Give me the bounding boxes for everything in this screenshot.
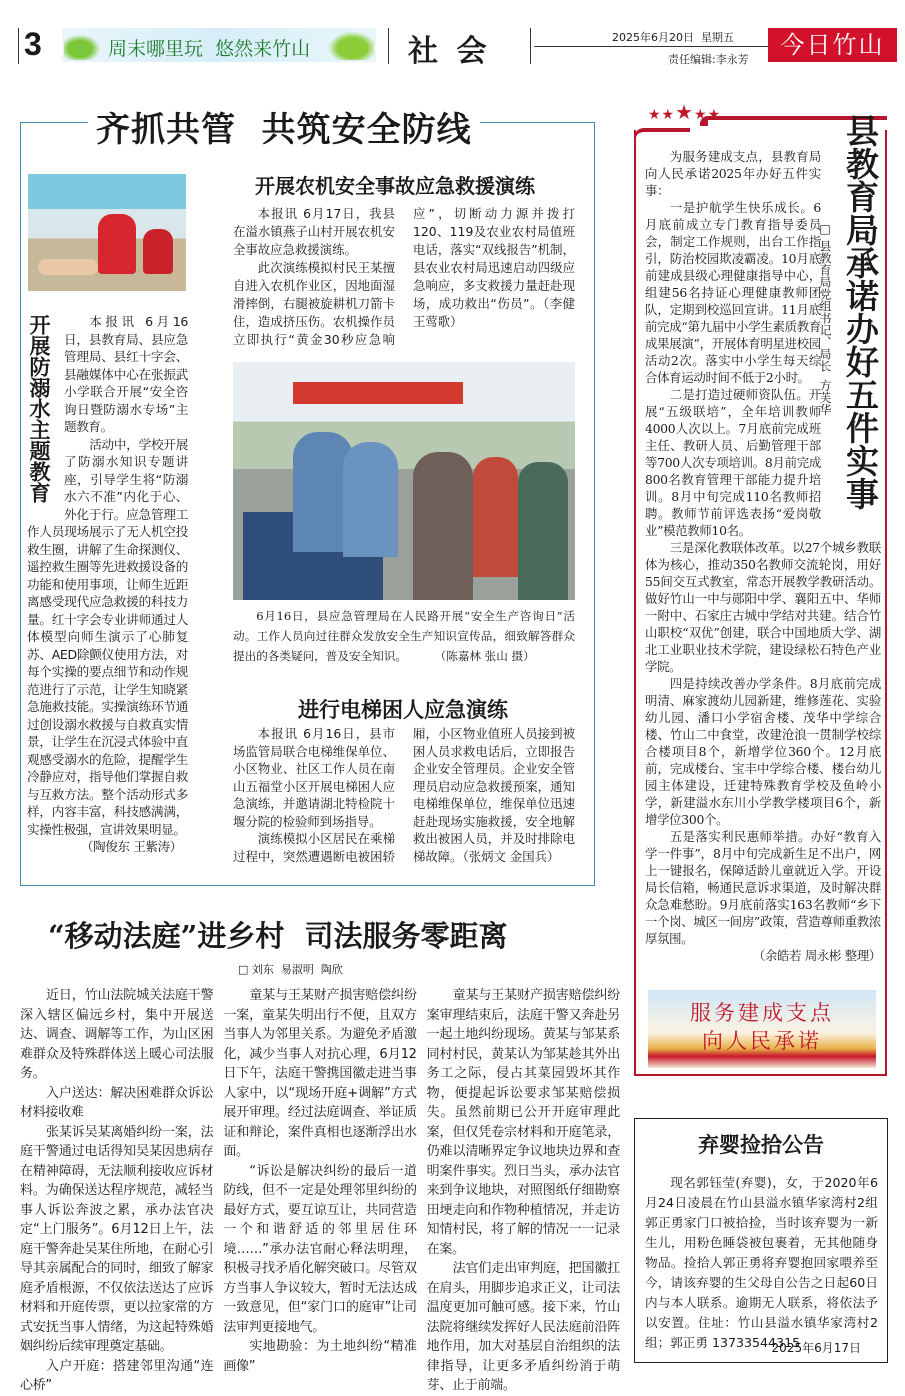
paragraph: 一是护航学生快乐成长。6月底前成立专门教育指导委员会，制定工作规则，出台工作指引，防治校园欺凌霸凌。10月底前建成县级心理健康指导中心，组建56名持证心理健康教师团队，定期到校巡回宣讲。11月底前完成“第九届中小学生素质教育成果展演”，开展体育明星进校园活动2次。落实中小学生每天综合体育运动时间不低于2小时。 (645, 200, 821, 385)
paragraph: 本报讯 6月17日，我县在溢水镇燕子山村开展农机安全事故应急救援演练。 (233, 206, 395, 257)
safety-section-title: 齐抓共管 共筑安全防线 (88, 102, 480, 151)
paragraph: 童某与王某财产损害赔偿纠纷案审理结束后，法庭干警又奔赴另一起土地纠纷现场。黄某与邹某系同村村民，黄某认为邹某趁其外出务工之际，侵占其菜园毁坏其作物，便提起诉讼要求邹某赔偿损失。虽然前期已公开开庭审理此案，但仅凭卷宗材料和开庭笔录，仍难以清晰界定争议地块边界和查明案件事实。烈日当头，承办法官来到争议地块，对照图纸仔细勘察田埂走向和作物种植情况，并走访知情村民，将了解的情况一一记录在案。 (426, 988, 620, 1257)
title-float-spacer (27, 313, 64, 513)
court-article (20, 986, 620, 1396)
education-article (645, 148, 881, 964)
subheading: 实地勘验：为土地纠纷“精准画像” (223, 1339, 417, 1374)
paragraph: 法官们走出审判庭，把国徽扛在肩头，用脚步追求正义，让司法温度更加可触可感。接下来，竹山法院将继续发挥好人民法庭前沿阵地作用，加大对基层自治组织的法律指导，让更多矛盾纠纷消于萌芽、止于前端。 (426, 1261, 620, 1393)
banner-slogan: 周末哪里玩 悠然来竹山 (108, 38, 311, 60)
subheading: 入户送达：解决困难群众诉讼材料接收难 (20, 1085, 214, 1120)
notice-box (634, 1118, 888, 1363)
caption-text: 6月16日，县应急管理局在人民路开展“安全生产咨询日”活动。工作人员向过往群众发放安全生产知识宣传品，细致解答群众提出的各类疑问，普及安全知识。 (233, 609, 575, 663)
notice-text: 现名郭钰莹(弃婴)，女，于2020年6月24日凌晨在竹山县溢水镇华家湾村2组郭正勇家门口被拾捡，当时该弃婴为一新生儿，用粉色睡袋被包裹着，无其他随身物品。捡拾人郭正勇将弃婴抱回家喂养至今，请该弃婴的生父母自公告之日起60日内与本人联系。逾期无人联系，将依法予以安置。住址：竹山县溢水镇华家湾村2组；郭正勇 13733544315 (645, 1175, 878, 1350)
stars-icon: ★★★★★ (648, 100, 722, 124)
editor: 责任编辑:李永芳 (668, 53, 749, 66)
farm-article (233, 205, 575, 349)
paragraph: 三是深化教联体改革。以27个城乡教联体为核心，推动350名教师交流轮岗，用好55间交互式教室，常态开展教学教研活动。做好竹山一中与郧阳中学、襄阳五中、华师一附中、石家庄古城中学结对共建。结合竹山职校“双优”创建，联合中国地质大学、湖北工业职业技术学院，建设绿松石特色产业学院。 (645, 540, 881, 674)
farm-drill-title: 开展农机安全事故应急救援演练 (255, 174, 535, 198)
newspaper-logo: 今日竹山 (768, 28, 897, 62)
elevator-drill-title: 进行电梯困人应急演练 (298, 697, 508, 722)
paragraph: 本报讯 6月16日，县市场监管局联合电梯维保单位、小区物业、社区工作人员在南山五福堂小区开展电梯困人应急演练，并邀请湖北特检院十堰分院的检验师到场指导。 (233, 726, 395, 829)
education-box-top (634, 128, 690, 148)
tourism-banner (62, 28, 376, 62)
banner-line-1: 服务建成支点 (690, 1001, 834, 1025)
divider (388, 28, 389, 64)
notice-title: 弃婴捡拾公告 (698, 1133, 824, 1157)
photo-caption (233, 606, 575, 666)
issue-date: 2025年6月20日 星期五 (612, 31, 734, 44)
notice-date: 2025年6月17日 (771, 1341, 861, 1355)
paragraph: 本报讯 6月16日，县教育局、县应急管理局、县红十字会、县融媒体中心在张振武小学联合开展“安全咨询日暨防溺水专场”主题教育。 (64, 314, 188, 434)
drowning-article (27, 313, 188, 856)
subheading: 入户开庭：搭建邻里沟通“连心桥” (20, 1358, 214, 1393)
court-title: “移动法庭”进乡村 司法服务零距离 (48, 919, 508, 953)
education-byline: □ 县教育局党组书记、局长 方芙华 (818, 222, 832, 416)
drowning-drill-photo (28, 174, 186, 291)
safety-day-photo (233, 362, 575, 600)
leaf-icon (64, 32, 104, 60)
drowning-authors: （陶俊东 王紫涛） (80, 839, 182, 854)
education-editors: （余皓若 周永彬 整理） (752, 948, 881, 963)
caption-credit: （陈嘉林 张山 摄） (434, 649, 535, 663)
promise-banner (648, 990, 876, 1068)
leaf-icon (326, 30, 374, 60)
paragraph: 此次演练模拟村民王某擅自进入农机作业区，因地面湿滑摔倒，右腿被旋耕机刀箭卡住，造成挤压伤。农机操作员立即执行“黄金30秒应急响应”，切断动力源并拨打120、119及农业农村局值班电话，落实“双线报告”机制，县农业农村局迅速启动四级应急响应，多支救援力量赶赴现场，成功救出“伤员”。（李健 王莺歌） (233, 206, 575, 347)
paragraph: 近日，竹山法院城关法庭干警深入辖区偏远乡村，集中开展送达、调查、调解等工作，为山区困难群众及特殊群体送上暖心司法服务。 (20, 988, 214, 1081)
paragraph: 四是持续改善办学条件。8月底前完成明清、麻家渡幼儿园新建，维修莲花、实验幼儿园、潘口小学宿舍楼、茂华中学综合楼、竹山二中食堂，改建沧浪一贯制学校综合楼项目8个，新增学位360个。12月底前，完成楼台、宝丰中学综合楼、楼台幼儿园主体建设，迁建特殊教育学校及鱼岭小学，新建溢水东川小学教学楼项目6个，新增学位300个。 (645, 676, 881, 827)
paragraph: 五是落实利民惠师举措。办好“教育入学一件事”，8月中旬完成新生足不出户，网上一键报名，保障适龄儿童就近入学。开设局长信箱，畅通民意诉求渠道，及时解决群众急难愁盼。9月底前落实163名教师“乡下一个岗、城区一间房”政策，营造尊师重教浓厚氛围。 (645, 829, 881, 946)
education-title: 县教育局承诺办好五件实事 (841, 114, 880, 510)
page-number: 3 (24, 26, 42, 62)
title-float-spacer (821, 148, 881, 514)
court-byline: □ 刘东 易淑明 陶欣 (238, 963, 343, 976)
section-title: 社 会 (408, 34, 491, 69)
paragraph: 二是打造过硬师资队伍。开展“五级联培”，全年培训教师4000人次以上。7月底前完成班主任、教研人员、后勤管理干部等700人次专项培训。8月前完成800名教育管理干部能力提升培训。8月中旬完成110名教师招聘。教师节前评选表扬“爱岗敬业”模范教师10名。 (645, 387, 821, 538)
paragraph: 演练模拟小区居民在乘梯过程中，突然遭遇断电被困轿厢，小区物业值班人员接到被困人员求救电话后，立即报告企业安全管理员。企业安全管理员启动应急救援预案，通知电梯维保单位，维保单位迅速赶赴现场实施救援，安全地解救出被困人员，并及时排除电梯故障。（张炳文 金国兵） (233, 726, 575, 864)
divider (18, 28, 19, 64)
header-rule (534, 46, 768, 47)
divider (530, 28, 531, 64)
paragraph: 张某诉吴某离婚纠纷一案，法庭干警通过电话得知吴某因患病存在精神障碍，无法顺利接收应诉材料。为确保送达程序规范，减轻当事人诉讼奔波之累，承办法官决定“上门服务”。6月12日上午，法庭干警奔赴吴某住所地，在耐心引导其亲属配合的同时，细致了解家庭矛盾根源，不仅依法送达了应诉材料和开庭传票，更以拉家常的方式安抚当事人情绪，为这起特殊婚姻纠纷后续审理奠定基础。 (20, 1124, 214, 1354)
elevator-article (233, 725, 575, 865)
banner-line-2: 向人民承诺 (702, 1029, 822, 1053)
paragraph: 为服务建成支点，县教育局向人民承诺2025年办好五件实事： (645, 149, 821, 198)
paragraph: 活动中，学校开展了防溺水知识专题讲座，引导学生将“防溺水六不准”内化于心、外化于行。应急管理工作人员现场展示了无人机空投救生圈，讲解了生命探测仪、遥控救生圈等先进救援设备的功能和使用事项，让师生近距离感受现代应急救援的科技力量。红十字会专业讲师通过人体模型向师生演示了心肺复苏、AED除颤仪使用方法，对每个实操的要点细节和动作规范进行了示范，让学生知晓紧急施救技能。实操演练环节通过创设溺水救援与自救真实情景，让学生在沉浸式体验中直观感受溺水的危险，提醒学生冷静应对，指导他们掌握自救与互救方法。整个活动形式多样，内容丰富，科技感满满，实操性极强，宣讲效果明显。 (27, 436, 188, 837)
drowning-title: 开展防溺水主题教育 (27, 314, 52, 503)
paragraph: 童某与王某财产损害赔偿纠纷一案，童某失明出行不便，且双方当事人为邻里关系。为避免矛盾激化，减少当事人对抗心理，6月12日下午，法庭干警携国徽走进当事人家中，以“现场开庭+调解”方式展开审理。经过法庭调查、举证质证和辩论，案件真相也逐渐浮出水面。 (223, 988, 417, 1159)
paragraph: “诉讼是解决纠纷的最后一道防线，但不一定是处理邻里纠纷的最好方式，要互谅互让，共同营造一个和谐舒适的邻里居住环境……”承办法官耐心释法明理，积极寻找矛盾化解突破口。尽管双方当事人争议较大，暂时无法达成一致意见，但“家门口的庭审”让司法审判更接地气。 (223, 1163, 417, 1335)
